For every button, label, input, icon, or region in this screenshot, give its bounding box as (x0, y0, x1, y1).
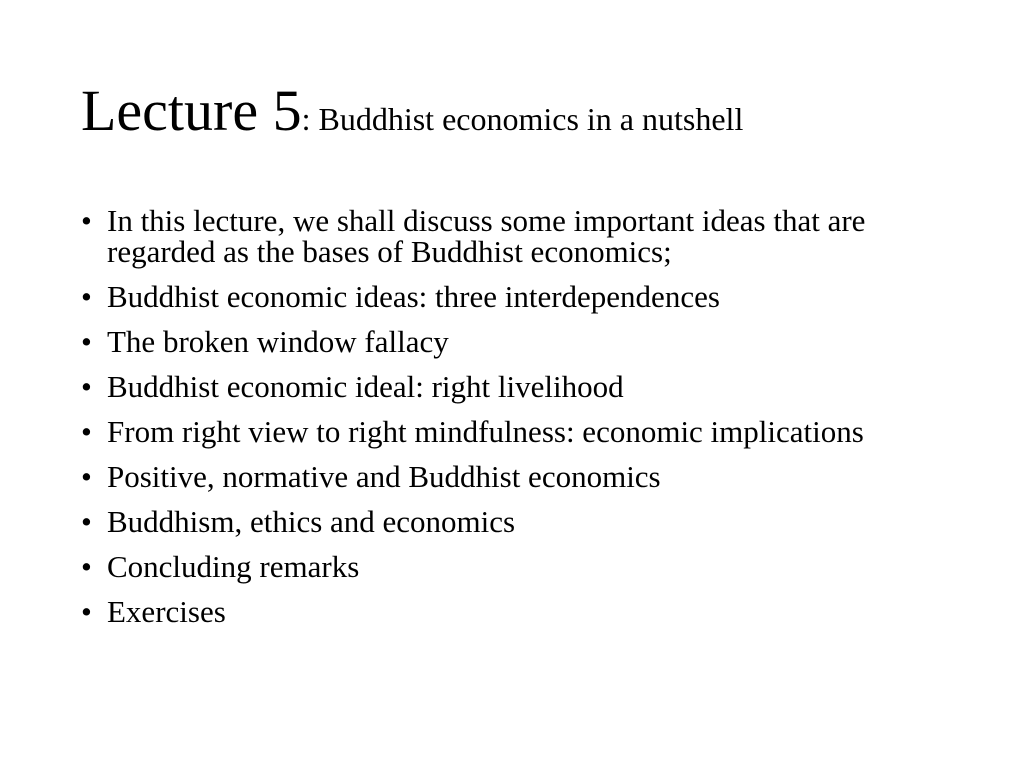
bullet-text: Exercises (107, 594, 226, 629)
bullet-text: The broken window fallacy (107, 324, 449, 359)
bullet-item (80, 205, 960, 267)
bullet-text: In this lecture, we shall discuss some important ideas that are regarded as the bases of Buddhist economics; (107, 203, 866, 269)
bullet-text: From right view to right mindfulness: economic implications (107, 414, 864, 449)
bullet-item (80, 461, 960, 492)
slide-title (81, 78, 744, 143)
slide-title-subtitle: : Buddhist economics in a nutshell (301, 101, 744, 137)
bullet-icon: • (81, 414, 92, 449)
bullet-icon: • (81, 594, 92, 629)
bullet-text: Buddhist economic ideal: right livelihood (107, 369, 624, 404)
bullet-icon: • (81, 279, 92, 314)
bullet-item (80, 506, 960, 537)
bullet-text: Concluding remarks (107, 549, 360, 584)
bullet-icon: • (81, 203, 92, 238)
bullet-item (80, 371, 960, 402)
bullet-list (80, 205, 960, 641)
bullet-item (80, 596, 960, 627)
bullet-text: Buddhist economic ideas: three interdependences (107, 279, 720, 314)
bullet-icon: • (81, 504, 92, 539)
bullet-item (80, 551, 960, 582)
bullet-icon: • (81, 369, 92, 404)
bullet-icon: • (81, 324, 92, 359)
bullet-icon: • (81, 459, 92, 494)
bullet-item (80, 281, 960, 312)
slide-title-main: Lecture 5 (81, 78, 302, 143)
bullet-icon: • (81, 549, 92, 584)
bullet-item (80, 326, 960, 357)
bullet-item (80, 416, 960, 447)
bullet-text: Buddhism, ethics and economics (107, 504, 516, 539)
bullet-text: Positive, normative and Buddhist economics (107, 459, 661, 494)
